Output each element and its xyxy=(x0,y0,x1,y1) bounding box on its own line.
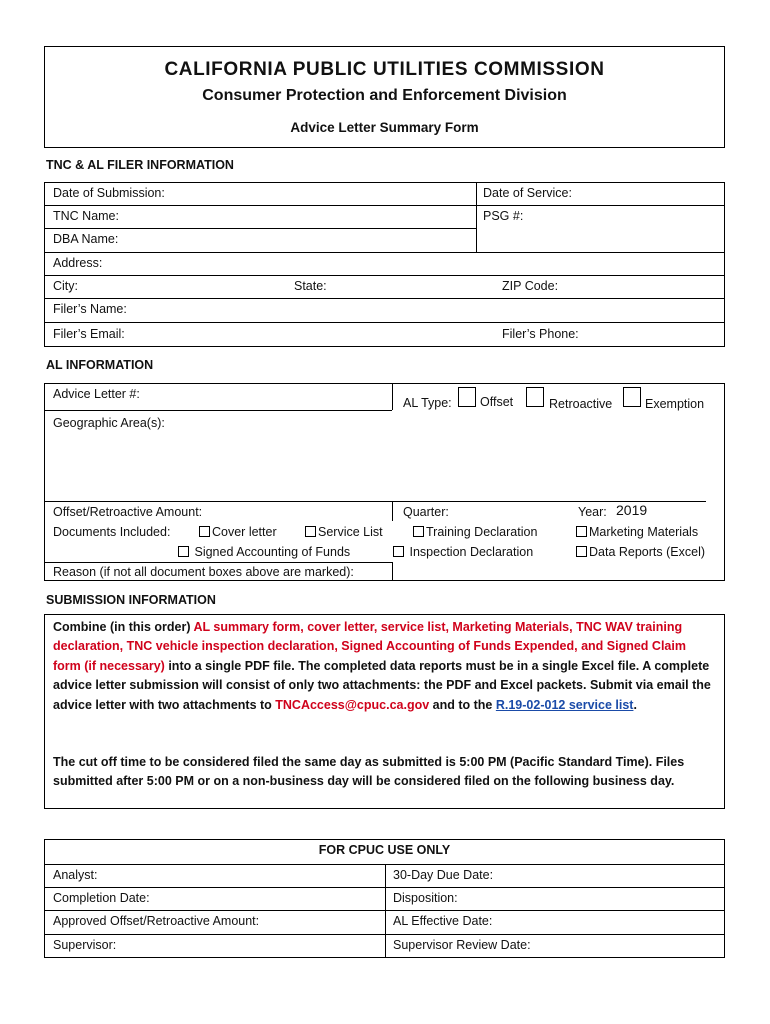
offset-amount-field[interactable]: Offset/Retroactive Amount: xyxy=(53,505,203,519)
submission-section-heading: SUBMISSION INFORMATION xyxy=(46,593,216,607)
year-label: Year: xyxy=(578,505,607,519)
commission-title: CALIFORNIA PUBLIC UTILITIES COMMISSION xyxy=(164,59,605,80)
column-divider xyxy=(392,501,393,521)
retroactive-label: Retroactive xyxy=(549,397,613,411)
filers-name-field[interactable]: Filer’s Name: xyxy=(53,302,127,316)
doc-service-list[interactable] xyxy=(305,525,383,540)
supervisor-review-date-field[interactable]: Supervisor Review Date: xyxy=(393,938,531,952)
address-field[interactable]: Address: xyxy=(53,256,103,270)
doc-signed-accounting[interactable] xyxy=(178,545,350,560)
doc-marketing-materials[interactable] xyxy=(576,525,698,540)
row-divider xyxy=(44,228,476,229)
date-of-submission-field[interactable]: Date of Submission: xyxy=(53,186,165,200)
filers-phone-field[interactable]: Filer’s Phone: xyxy=(502,327,579,341)
checkbox-icon[interactable] xyxy=(178,546,189,557)
completion-date-field[interactable]: Completion Date: xyxy=(53,891,150,905)
supervisor-field[interactable]: Supervisor: xyxy=(53,938,117,952)
column-divider xyxy=(476,182,477,252)
instructions-text-4: . xyxy=(633,697,637,712)
exemption-checkbox[interactable] xyxy=(623,387,641,407)
doc-inspection-declaration[interactable] xyxy=(393,545,533,560)
checkbox-icon[interactable] xyxy=(576,546,587,557)
doc-training-declaration[interactable] xyxy=(413,525,537,540)
al-type-label: AL Type: xyxy=(403,396,452,410)
column-divider xyxy=(385,864,386,958)
tnc-access-email-link[interactable]: TNCAccess@cpuc.ca.gov xyxy=(275,697,430,712)
cutoff-time-notice: The cut off time to be considered filed the same day as submitted is 5:00 PM (Pacific Standard Time). Files submitted after 5:00 PM or on a non-business day will be considered filed on the following business day. xyxy=(53,755,685,789)
geographic-area-field[interactable]: Geographic Area(s): xyxy=(53,416,165,430)
row-divider xyxy=(44,252,725,253)
reason-field[interactable]: Reason (if not all document boxes above are marked): xyxy=(53,565,354,579)
psg-number-field[interactable]: PSG #: xyxy=(483,209,524,223)
row-divider xyxy=(44,562,392,563)
retroactive-checkbox[interactable] xyxy=(526,387,544,407)
doc-cover-letter-label: Cover letter xyxy=(212,525,277,539)
row-divider xyxy=(44,322,725,323)
instructions-required-docs: AL summary form, cover letter, service list, Marketing Materials, TNC WAV training declaration, TNC vehicle inspection declaration, Signed Accounting of Funds Expended, and Signed Claim form (if necessary) xyxy=(53,620,686,673)
zip-code-field[interactable]: ZIP Code: xyxy=(502,279,559,293)
year-value[interactable]: 2019 xyxy=(616,502,648,518)
checkbox-icon[interactable] xyxy=(413,526,424,537)
doc-data-reports-label: Data Reports (Excel) xyxy=(589,545,706,559)
doc-data-reports[interactable] xyxy=(576,545,705,560)
filers-email-field[interactable]: Filer’s Email: xyxy=(53,327,125,341)
row-divider xyxy=(44,298,725,299)
tnc-name-field[interactable]: TNC Name: xyxy=(53,209,119,223)
doc-training-label: Training Declaration xyxy=(426,525,538,539)
documents-included-label: Documents Included: xyxy=(53,525,171,539)
form-title: Advice Letter Summary Form xyxy=(290,120,479,135)
instructions-text-2: into a single PDF file. The completed data reports must be in a single Excel file. A complete advice letter submission will consist of only two attachments: the PDF and Excel packets. Submit via email the advice letter with two attachments to xyxy=(53,658,711,712)
advice-letter-number-field[interactable]: Advice Letter #: xyxy=(53,387,140,401)
division-title: Consumer Protection and Enforcement Division xyxy=(202,87,567,104)
filer-section-heading: TNC & AL FILER INFORMATION xyxy=(46,158,234,172)
exemption-label: Exemption xyxy=(645,397,705,411)
disposition-field[interactable]: Disposition: xyxy=(393,891,458,905)
doc-marketing-label: Marketing Materials xyxy=(589,525,699,539)
date-of-service-field[interactable]: Date of Service: xyxy=(483,186,572,200)
submission-instructions xyxy=(53,618,713,715)
cpuc-use-heading: FOR CPUC USE ONLY xyxy=(318,843,451,857)
row-divider xyxy=(44,410,392,411)
city-field[interactable]: City: xyxy=(53,279,78,293)
doc-cover-letter[interactable] xyxy=(199,525,277,540)
row-divider xyxy=(44,501,706,502)
offset-label: Offset xyxy=(480,395,514,409)
analyst-field[interactable]: Analyst: xyxy=(53,868,98,882)
instructions-text-3: and to the xyxy=(429,697,496,712)
row-divider xyxy=(44,205,725,206)
checkbox-icon[interactable] xyxy=(393,546,404,557)
al-section-heading: AL INFORMATION xyxy=(46,358,154,372)
dba-name-field[interactable]: DBA Name: xyxy=(53,232,119,246)
instructions-text-1: Combine (in this order) xyxy=(53,620,194,634)
checkbox-icon[interactable] xyxy=(305,526,316,537)
doc-service-list-label: Service List xyxy=(318,525,383,539)
quarter-field[interactable]: Quarter: xyxy=(403,505,449,519)
offset-checkbox[interactable] xyxy=(458,387,476,407)
approved-amount-field[interactable]: Approved Offset/Retroactive Amount: xyxy=(53,914,260,928)
checkbox-icon[interactable] xyxy=(576,526,587,537)
due-date-field[interactable]: 30-Day Due Date: xyxy=(393,868,494,882)
column-divider xyxy=(392,383,393,410)
doc-signed-accounting-label: Signed Accounting of Funds xyxy=(194,545,351,559)
doc-inspection-label: Inspection Declaration xyxy=(409,545,534,559)
checkbox-icon[interactable] xyxy=(199,526,210,537)
column-divider xyxy=(392,562,393,581)
al-effective-date-field[interactable]: AL Effective Date: xyxy=(393,914,493,928)
row-divider xyxy=(44,275,725,276)
service-list-link[interactable]: R.19-02-012 service list xyxy=(495,697,634,712)
state-field[interactable]: State: xyxy=(294,279,327,293)
